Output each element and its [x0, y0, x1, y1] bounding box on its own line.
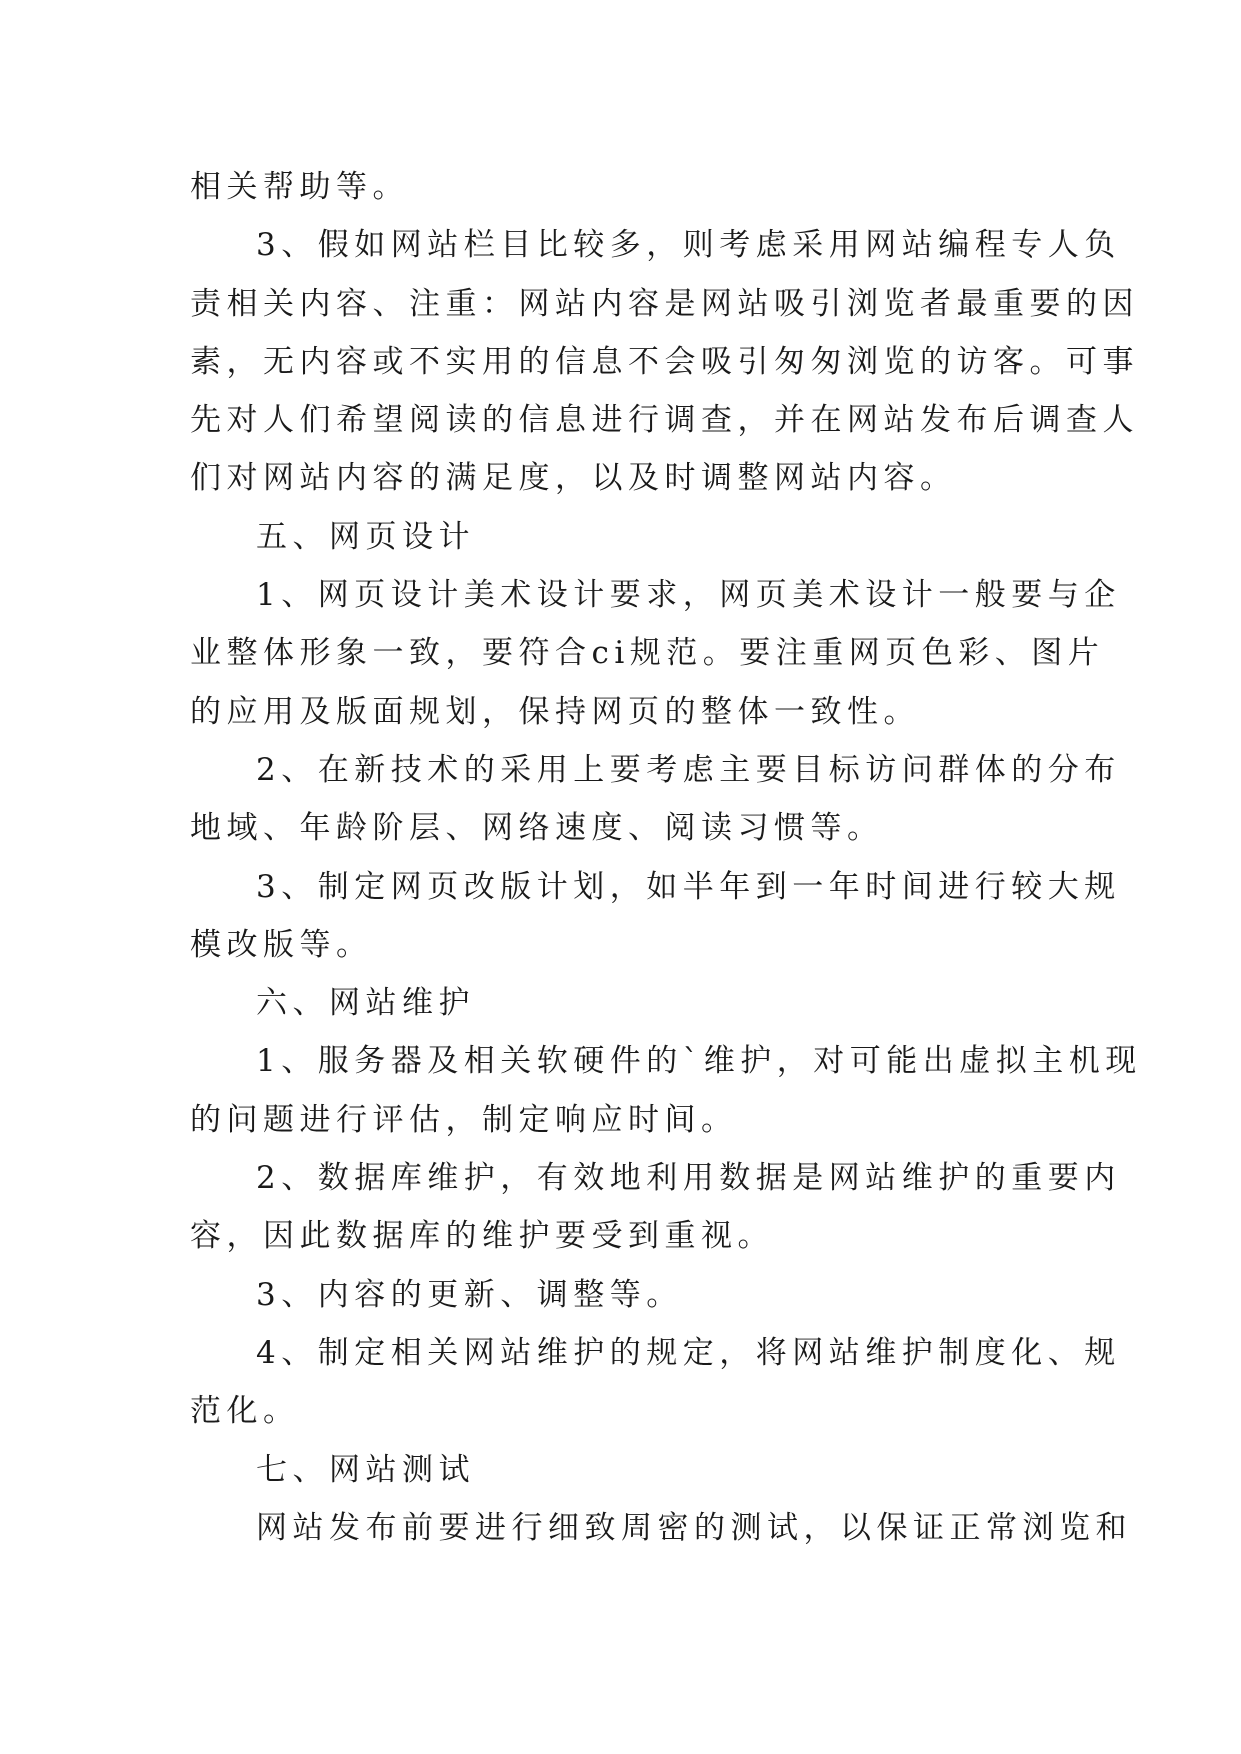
text-line: 五、网页设计 [256, 518, 475, 555]
text-line: 3、假如网站栏目比较多，则考虑采用网站编程专人负 [256, 227, 1121, 264]
text-line: 4、制定相关网站维护的规定，将网站维护制度化、规 [256, 1334, 1121, 1371]
text-line: 3、制定网页改版计划，如半年到一年时间进行较大规 [256, 868, 1121, 905]
text-line: 1、网页设计美术设计要求，网页美术设计一般要与企 [256, 577, 1121, 614]
text-line: 范化。 [190, 1393, 300, 1430]
text-line: 相关帮助等。 [190, 169, 409, 205]
text-line: 素，无内容或不实用的信息不会吸引匆匆浏览的访客。可事 [190, 343, 1139, 380]
text-line: 六、网站维护 [256, 985, 475, 1022]
text-line: 七、网站测试 [256, 1451, 475, 1488]
text-line: 3、内容的更新、调整等。 [256, 1276, 683, 1313]
text-line: 地域、年龄阶层、网络速度、阅读习惯等。 [190, 810, 884, 847]
text-line: 1、服务器及相关软硬件的`维护，对可能出虚拟主机现 [256, 1043, 1142, 1080]
text-line: 模改版等。 [190, 926, 373, 963]
text-line: 们对网站内容的满足度，以及时调整网站内容。 [190, 460, 957, 497]
text-line: 容，因此数据库的维护要受到重视。 [190, 1218, 774, 1255]
text-line: 网站发布前要进行细致周密的测试，以保证正常浏览和 [256, 1509, 1132, 1546]
text-line: 2、在新技术的采用上要考虑主要目标访问群体的分布 [256, 751, 1121, 788]
text-line: 责相关内容、注重：网站内容是网站吸引浏览者最重要的因 [190, 285, 1139, 322]
text-line: 的应用及版面规划，保持网页的整体一致性。 [190, 693, 920, 730]
text-line: 业整体形象一致，要符合ci规范。要注重网页色彩、图片 [190, 635, 1105, 672]
text-line: 的问题进行评估，制定响应时间。 [190, 1101, 738, 1138]
text-line: 先对人们希望阅读的信息进行调查，并在网站发布后调查人 [190, 402, 1139, 439]
document-body [190, 158, 1142, 1557]
text-line: 2、数据库维护，有效地利用数据是网站维护的重要内 [256, 1160, 1121, 1197]
